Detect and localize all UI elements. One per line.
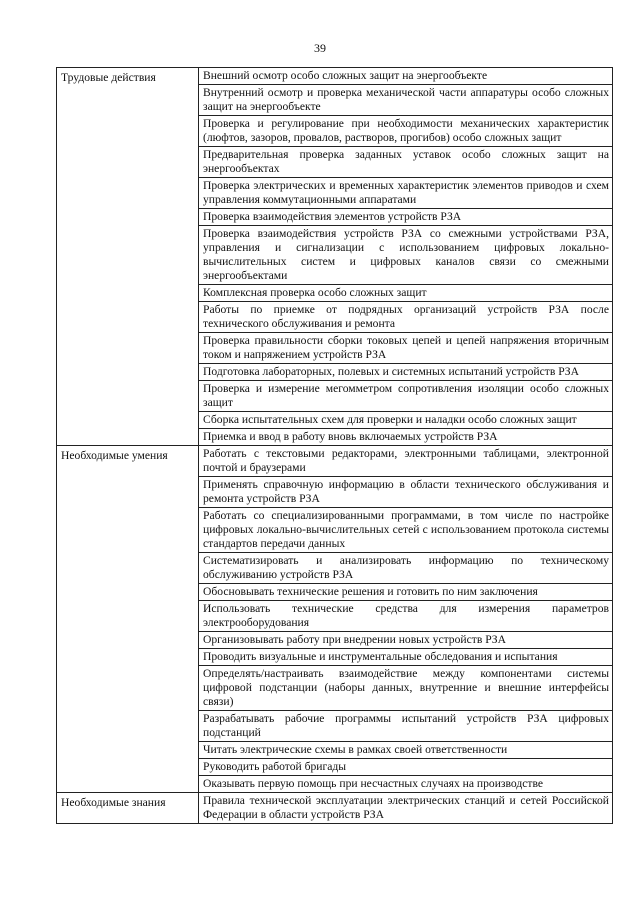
section-item: Проверка и измерение мегомметром сопротивления изоляции особо сложных защит (199, 381, 613, 412)
section-item: Обосновывать технические решения и готовить по ним заключения (199, 584, 613, 601)
section-item: Подготовка лабораторных, полевых и системных испытаний устройств РЗА (199, 364, 613, 381)
section-item: Руководить работой бригады (199, 759, 613, 776)
section-item: Систематизировать и анализировать информацию по техническому обслуживанию устройств РЗА (199, 553, 613, 584)
section-item: Работать с текстовыми редакторами, электронными таблицами, электронной почтой и браузерами (199, 446, 613, 477)
section-item: Проверка электрических и временных характеристик элементов приводов и схем управления коммутационными аппаратами (199, 178, 613, 209)
section-item: Внешний осмотр особо сложных защит на энергообъекте (199, 68, 613, 85)
section-title: Трудовые действия (57, 68, 199, 446)
section-item: Оказывать первую помощь при несчастных случаях на производстве (199, 776, 613, 793)
section-item: Работать со специализированными программами, в том числе по настройке цифровых локально-вычислительных сетей с использованием протокола системы стандартов передачи данных (199, 508, 613, 553)
section-item: Использовать технические средства для измерения параметров электрооборудования (199, 601, 613, 632)
section-item: Применять справочную информацию в области технического обслуживания и ремонта устройств РЗА (199, 477, 613, 508)
table-row (57, 446, 613, 477)
section-title: Необходимые знания (57, 793, 199, 824)
section-item: Комплексная проверка особо сложных защит (199, 285, 613, 302)
section-title: Необходимые умения (57, 446, 199, 793)
table-body (57, 68, 613, 824)
section-item: Приемка и ввод в работу вновь включаемых устройств РЗА (199, 429, 613, 446)
requirements-table (56, 67, 613, 824)
section-item: Сборка испытательных схем для проверки и наладки особо сложных защит (199, 412, 613, 429)
section-item: Организовывать работу при внедрении новых устройств РЗА (199, 632, 613, 649)
section-item: Правила технической эксплуатации электрических станций и сетей Российской Федерации в области устройств РЗА (199, 793, 613, 824)
section-item: Читать электрические схемы в рамках своей ответственности (199, 742, 613, 759)
section-item: Определять/настраивать взаимодействие между компонентами системы цифровой подстанции (наборы данных, внутренние и внешние интерфейсы связи) (199, 666, 613, 711)
section-item: Проверка и регулирование при необходимости механических характеристик (люфтов, зазоров, провалов, растворов, прогибов) особо сложных защит (199, 116, 613, 147)
section-item: Работы по приемке от подрядных организаций устройств РЗА после технического обслуживания и ремонта (199, 302, 613, 333)
section-item: Проверка взаимодействия устройств РЗА со смежными устройствами РЗА, управления и сигнализации с использованием цифровых локально-вычислительных систем и цифровых каналов связи со смежными энергообъектами (199, 226, 613, 285)
section-item: Проверка правильности сборки токовых цепей и цепей напряжения вторичным током и напряжением устройств РЗА (199, 333, 613, 364)
section-item: Предварительная проверка заданных уставок особо сложных защит на энергообъектах (199, 147, 613, 178)
section-item: Проводить визуальные и инструментальные обследования и испытания (199, 649, 613, 666)
section-item: Внутренний осмотр и проверка механической части аппаратуры особо сложных защит на энергообъекте (199, 85, 613, 116)
table-row (57, 793, 613, 824)
page-number: 39 (314, 41, 326, 55)
section-item: Разрабатывать рабочие программы испытаний устройств РЗА цифровых подстанций (199, 711, 613, 742)
section-item: Проверка взаимодействия элементов устройств РЗА (199, 209, 613, 226)
table-row (57, 68, 613, 85)
